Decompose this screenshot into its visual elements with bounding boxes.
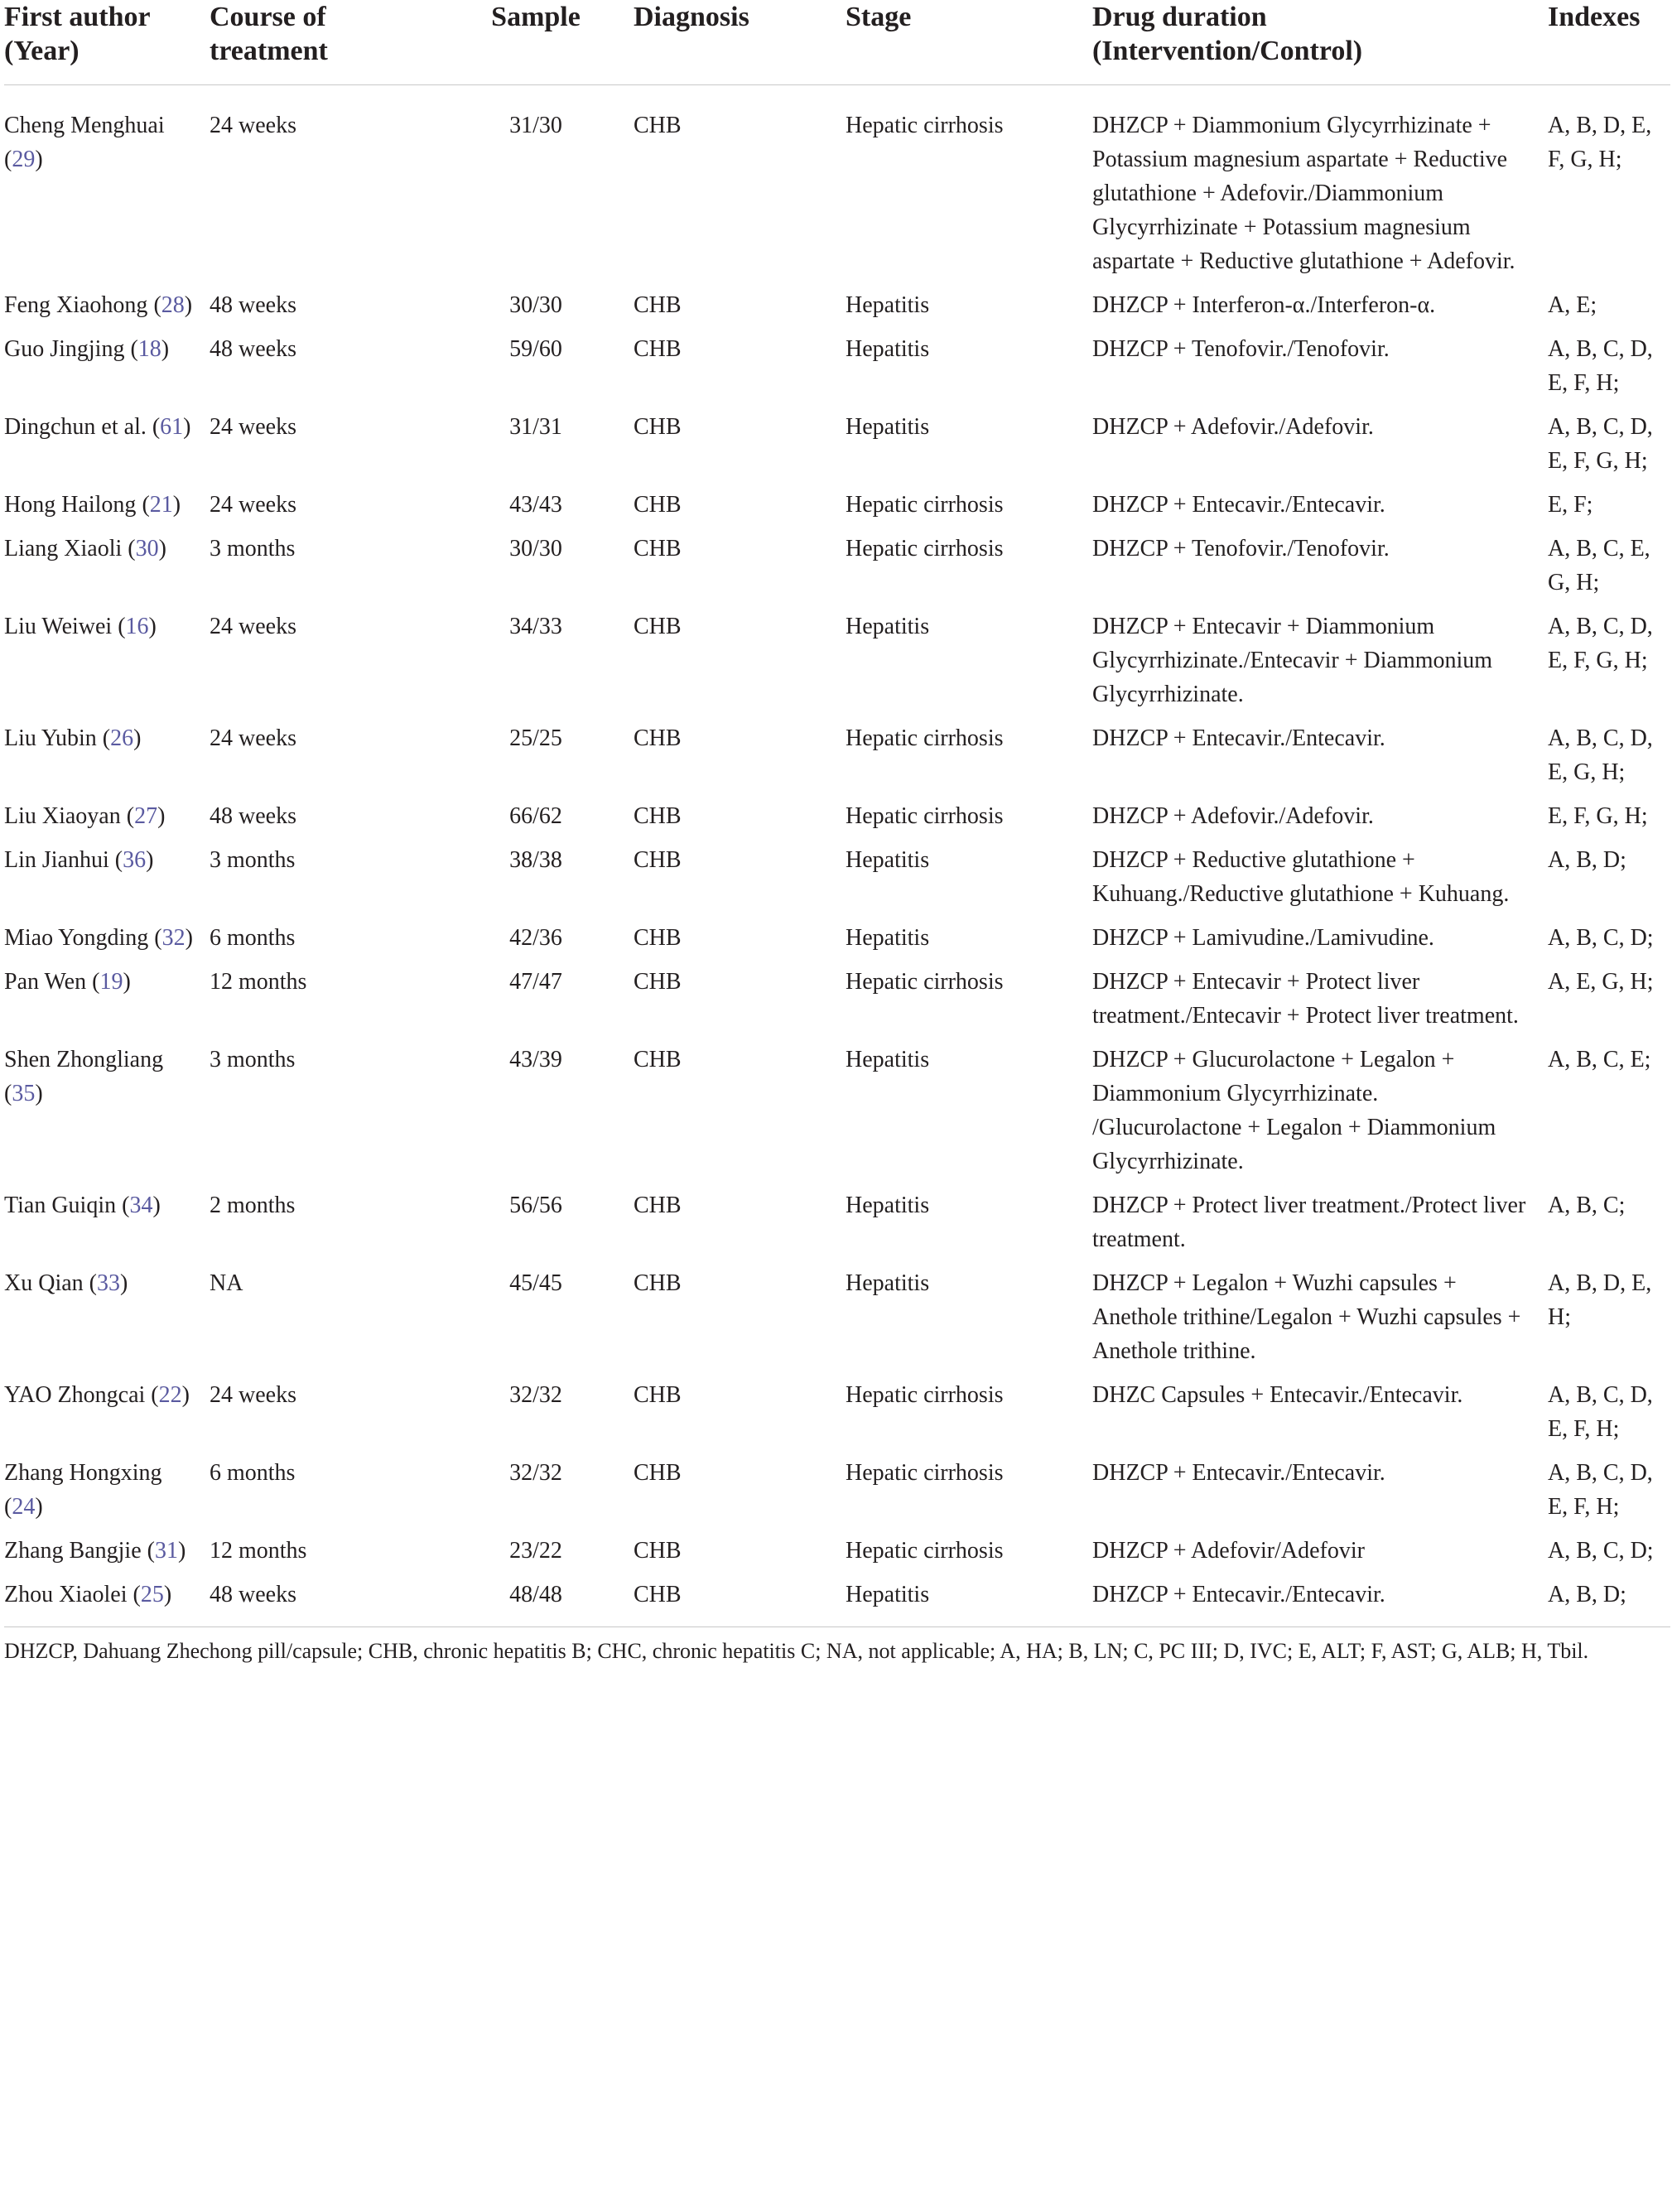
cell-sample: 45/45 [509, 1270, 562, 1296]
cell-indexes: A, E, G, H; [1548, 969, 1654, 995]
cell-course: 6 months [210, 925, 296, 951]
author-name: Zhang Hongxing [4, 1460, 162, 1486]
author-name: Hong Hailong [4, 492, 137, 518]
reference-link[interactable]: 33 [96, 1270, 120, 1296]
cell-sample: 42/36 [509, 925, 562, 951]
cell-stage: Hepatitis [846, 925, 930, 951]
reference-link[interactable]: 24 [12, 1494, 36, 1520]
reference-link[interactable]: 36 [123, 847, 147, 873]
cell-author: Liang Xiaoli (30) [4, 536, 166, 561]
table-row [4, 488, 1670, 532]
author-name: Xu Qian [4, 1270, 84, 1296]
table-body [4, 85, 1670, 1622]
cell-course: 2 months [210, 1193, 296, 1218]
header-drug: Drug duration (Intervention/Control) [1092, 0, 1548, 85]
cell-stage: Hepatitis [846, 292, 930, 318]
cell-sample: 43/39 [509, 1047, 562, 1072]
reference-link[interactable]: 34 [129, 1193, 153, 1218]
cell-indexes: A, B, D; [1548, 1582, 1626, 1607]
author-name: Cheng Menghuai [4, 113, 165, 138]
author-name: Dingchun et al. [4, 414, 147, 440]
author-name: Pan Wen [4, 969, 87, 995]
cell-author: Hong Hailong (21) [4, 492, 181, 518]
table-row [4, 85, 1670, 289]
author-name: Liang Xiaoli [4, 536, 123, 561]
cell-sample: 23/22 [509, 1538, 562, 1564]
author-name: Guo Jingjing [4, 336, 125, 362]
cell-stage: Hepatitis [846, 1582, 930, 1607]
cell-drug: DHZCP + Adefovir/Adefovir [1092, 1538, 1365, 1564]
table-row [4, 1578, 1670, 1622]
cell-drug: DHZCP + Entecavir./Entecavir. [1092, 725, 1385, 751]
cell-course: 48 weeks [210, 803, 296, 829]
header-stage: Stage [846, 0, 1092, 85]
table-row [4, 610, 1670, 721]
cell-course: 48 weeks [210, 292, 296, 318]
cell-indexes: A, B, C, D, E, F, G, H; [1548, 614, 1653, 673]
cell-indexes: A, B, C, D; [1548, 925, 1654, 951]
author-name: Feng Xiaohong [4, 292, 148, 318]
cell-drug: DHZCP + Adefovir./Adefovir. [1092, 414, 1374, 440]
cell-indexes: E, F, G, H; [1548, 803, 1648, 829]
table-row [4, 1188, 1670, 1266]
reference-link[interactable]: 19 [99, 969, 123, 995]
reference-link[interactable]: 22 [158, 1382, 182, 1408]
cell-stage: Hepatic cirrhosis [846, 725, 1004, 751]
reference-link[interactable]: 32 [161, 925, 186, 951]
cell-diagnosis: CHB [634, 1193, 682, 1218]
cell-sample: 56/56 [509, 1193, 562, 1218]
table-header [4, 0, 1670, 85]
table-row [4, 288, 1670, 332]
table-row [4, 1266, 1670, 1378]
author-name: Tian Guiqin [4, 1193, 117, 1218]
cell-diagnosis: CHB [634, 492, 682, 518]
reference-link[interactable]: 30 [135, 536, 159, 561]
cell-sample: 25/25 [509, 725, 562, 751]
cell-sample: 31/30 [509, 113, 562, 138]
cell-stage: Hepatic cirrhosis [846, 803, 1004, 829]
study-characteristics-table [4, 0, 1670, 1622]
cell-course: 3 months [210, 536, 296, 561]
cell-diagnosis: CHB [634, 292, 682, 318]
table-row [4, 1378, 1670, 1456]
cell-drug: DHZCP + Reductive glutathione + Kuhuang./Reductive glutathione + Kuhuang. [1092, 847, 1510, 907]
cell-author: Dingchun et al. (61) [4, 414, 191, 440]
cell-stage: Hepatic cirrhosis [846, 536, 1004, 561]
cell-diagnosis: CHB [634, 847, 682, 873]
reference-link[interactable]: 26 [110, 725, 134, 751]
author-name: Liu Weiwei [4, 614, 113, 639]
table-row [4, 843, 1670, 921]
author-name: Zhang Bangjie [4, 1538, 142, 1564]
cell-drug: DHZC Capsules + Entecavir./Entecavir. [1092, 1382, 1463, 1408]
cell-drug: DHZCP + Tenofovir./Tenofovir. [1092, 336, 1390, 362]
cell-course: 6 months [210, 1460, 296, 1486]
cell-sample: 30/30 [509, 536, 562, 561]
author-name: Zhou Xiaolei [4, 1582, 128, 1607]
author-name: Liu Yubin [4, 725, 97, 751]
cell-author: Liu Yubin (26) [4, 725, 142, 751]
cell-diagnosis: CHB [634, 614, 682, 639]
cell-stage: Hepatic cirrhosis [846, 113, 1004, 138]
cell-drug: DHZCP + Entecavir./Entecavir. [1092, 1460, 1385, 1486]
cell-diagnosis: CHB [634, 1582, 682, 1607]
cell-stage: Hepatic cirrhosis [846, 492, 1004, 518]
header-indexes: Indexes [1548, 0, 1670, 85]
header-diagnosis: Diagnosis [634, 0, 846, 85]
cell-diagnosis: CHB [634, 803, 682, 829]
cell-course: 3 months [210, 847, 296, 873]
cell-sample: 32/32 [509, 1460, 562, 1486]
cell-stage: Hepatitis [846, 614, 930, 639]
cell-indexes: A, B, D, E, F, G, H; [1548, 113, 1652, 172]
cell-sample: 48/48 [509, 1582, 562, 1607]
cell-drug: DHZCP + Entecavir + Diammonium Glycyrrhizinate./Entecavir + Diammonium Glycyrrhizinate. [1092, 614, 1493, 707]
cell-author: YAO Zhongcai (22) [4, 1382, 190, 1408]
cell-course: 12 months [210, 1538, 307, 1564]
cell-sample: 32/32 [509, 1382, 562, 1408]
cell-diagnosis: CHB [634, 336, 682, 362]
table-row [4, 1456, 1670, 1534]
reference-link[interactable]: 27 [134, 803, 158, 829]
cell-course: 24 weeks [210, 614, 296, 639]
reference-link[interactable]: 31 [154, 1538, 178, 1564]
table-row [4, 532, 1670, 610]
cell-diagnosis: CHB [634, 1460, 682, 1486]
table-row [4, 332, 1670, 410]
cell-drug: DHZCP + Interferon-α./Interferon-α. [1092, 292, 1436, 318]
header-author: First author (Year) [4, 0, 210, 85]
cell-course: 3 months [210, 1047, 296, 1072]
cell-author: Zhang Hongxing (24) [4, 1460, 162, 1520]
cell-drug: DHZCP + Entecavir + Protect liver treatment./Entecavir + Protect liver treatment. [1092, 969, 1519, 1029]
header-course: Course of treatment [210, 0, 455, 85]
cell-author: Cheng Menghuai (29) [4, 113, 165, 172]
cell-diagnosis: CHB [634, 113, 682, 138]
cell-drug: DHZCP + Entecavir./Entecavir. [1092, 492, 1385, 518]
table-row [4, 410, 1670, 488]
cell-diagnosis: CHB [634, 969, 682, 995]
cell-sample: 47/47 [509, 969, 562, 995]
author-name: Liu Xiaoyan [4, 803, 121, 829]
cell-author: Shen Zhongliang (35) [4, 1047, 164, 1106]
cell-sample: 30/30 [509, 292, 562, 318]
reference-link[interactable]: 16 [125, 614, 149, 639]
cell-stage: Hepatitis [846, 414, 930, 440]
cell-author: Zhou Xiaolei (25) [4, 1582, 172, 1607]
cell-diagnosis: CHB [634, 1538, 682, 1564]
cell-indexes: A, B, D, E, H; [1548, 1270, 1652, 1330]
reference-link[interactable]: 35 [12, 1081, 36, 1106]
cell-course: 24 weeks [210, 1382, 296, 1408]
cell-course: 24 weeks [210, 414, 296, 440]
cell-indexes: A, B, C; [1548, 1193, 1626, 1218]
author-name: Shen Zhongliang [4, 1047, 164, 1072]
cell-indexes: E, F; [1548, 492, 1593, 518]
header-sample: Sample [455, 0, 634, 85]
cell-indexes: A, B, C, D, E, F, H; [1548, 1382, 1653, 1442]
cell-sample: 59/60 [509, 336, 562, 362]
cell-sample: 38/38 [509, 847, 562, 873]
cell-diagnosis: CHB [634, 1047, 682, 1072]
cell-stage: Hepatic cirrhosis [846, 1382, 1004, 1408]
cell-stage: Hepatic cirrhosis [846, 1460, 1004, 1486]
cell-drug: DHZCP + Tenofovir./Tenofovir. [1092, 536, 1390, 561]
table-row [4, 965, 1670, 1043]
cell-author: Guo Jingjing (18) [4, 336, 170, 362]
cell-diagnosis: CHB [634, 725, 682, 751]
cell-indexes: A, B, C, D, E, G, H; [1548, 725, 1653, 785]
cell-drug: DHZCP + Adefovir./Adefovir. [1092, 803, 1374, 829]
cell-stage: Hepatitis [846, 1193, 930, 1218]
cell-indexes: A, B, C, D, E, F, H; [1548, 336, 1653, 396]
cell-diagnosis: CHB [634, 925, 682, 951]
author-name: YAO Zhongcai [4, 1382, 146, 1408]
cell-stage: Hepatitis [846, 336, 930, 362]
cell-author: Tian Guiqin (34) [4, 1193, 161, 1218]
cell-indexes: A, B, C, D; [1548, 1538, 1654, 1564]
table-row [4, 799, 1670, 843]
cell-stage: Hepatic cirrhosis [846, 1538, 1004, 1564]
reference-link[interactable]: 61 [160, 414, 184, 440]
author-name: Lin Jianhui [4, 847, 109, 873]
table-row [4, 721, 1670, 799]
reference-link[interactable]: 29 [12, 147, 36, 172]
cell-sample: 34/33 [509, 614, 562, 639]
table-row [4, 1043, 1670, 1188]
cell-course: 24 weeks [210, 725, 296, 751]
cell-diagnosis: CHB [634, 536, 682, 561]
cell-sample: 66/62 [509, 803, 562, 829]
cell-author: Liu Weiwei (16) [4, 614, 157, 639]
cell-drug: DHZCP + Diammonium Glycyrrhizinate + Potassium magnesium aspartate + Reductive glutathione + Adefovir./Diammonium Glycyrrhizinate + Potassium magnesium aspartate + Reductive glutathione + Adefovir. [1092, 113, 1515, 274]
reference-link[interactable]: 21 [149, 492, 173, 518]
table-row [4, 921, 1670, 965]
cell-stage: Hepatitis [846, 847, 930, 873]
cell-drug: DHZCP + Lamivudine./Lamivudine. [1092, 925, 1434, 951]
cell-drug: DHZCP + Protect liver treatment./Protect liver treatment. [1092, 1193, 1526, 1252]
cell-sample: 43/43 [509, 492, 562, 518]
cell-drug: DHZCP + Entecavir./Entecavir. [1092, 1582, 1385, 1607]
cell-author: Lin Jianhui (36) [4, 847, 154, 873]
cell-course: 12 months [210, 969, 307, 995]
cell-indexes: A, B, C, D, E, F, G, H; [1548, 414, 1653, 474]
cell-indexes: A, B, C, E, G, H; [1548, 536, 1650, 595]
cell-author: Miao Yongding (32) [4, 925, 193, 951]
cell-author: Xu Qian (33) [4, 1270, 128, 1296]
cell-author: Zhang Bangjie (31) [4, 1538, 186, 1564]
cell-diagnosis: CHB [634, 1382, 682, 1408]
cell-course: 24 weeks [210, 113, 296, 138]
cell-indexes: A, B, C, D, E, F, H; [1548, 1460, 1653, 1520]
cell-diagnosis: CHB [634, 414, 682, 440]
table-row [4, 1534, 1670, 1578]
cell-sample: 31/31 [509, 414, 562, 440]
cell-course: 48 weeks [210, 1582, 296, 1607]
cell-indexes: A, B, D; [1548, 847, 1626, 873]
header-row [4, 0, 1670, 85]
cell-stage: Hepatitis [846, 1047, 930, 1072]
cell-course: 24 weeks [210, 492, 296, 518]
cell-course: NA [210, 1270, 243, 1296]
cell-drug: DHZCP + Glucurolactone + Legalon + Diammonium Glycyrrhizinate. /Glucurolactone + Legalon + Diammonium Glycyrrhizinate. [1092, 1047, 1496, 1174]
cell-stage: Hepatic cirrhosis [846, 969, 1004, 995]
table-footnote: DHZCP, Dahuang Zhechong pill/capsule; CHB, chronic hepatitis B; CHC, chronic hepatitis C; NA, not applicable; A, HA; B, LN; C, PC III; D, IVC; E, ALT; F, AST; G, ALB; H, Tbil. [4, 1626, 1670, 1667]
cell-stage: Hepatitis [846, 1270, 930, 1296]
cell-author: Liu Xiaoyan (27) [4, 803, 166, 829]
cell-diagnosis: CHB [634, 1270, 682, 1296]
reference-link[interactable]: 18 [137, 336, 161, 362]
cell-indexes: A, B, C, E; [1548, 1047, 1651, 1072]
cell-author: Pan Wen (19) [4, 969, 131, 995]
cell-course: 48 weeks [210, 336, 296, 362]
reference-link[interactable]: 25 [140, 1582, 164, 1607]
cell-author: Feng Xiaohong (28) [4, 292, 193, 318]
reference-link[interactable]: 28 [161, 292, 185, 318]
cell-indexes: A, E; [1548, 292, 1597, 318]
cell-drug: DHZCP + Legalon + Wuzhi capsules + Anethole trithine/Legalon + Wuzhi capsules + Anethole trithine. [1092, 1270, 1521, 1364]
author-name: Miao Yongding [4, 925, 149, 951]
